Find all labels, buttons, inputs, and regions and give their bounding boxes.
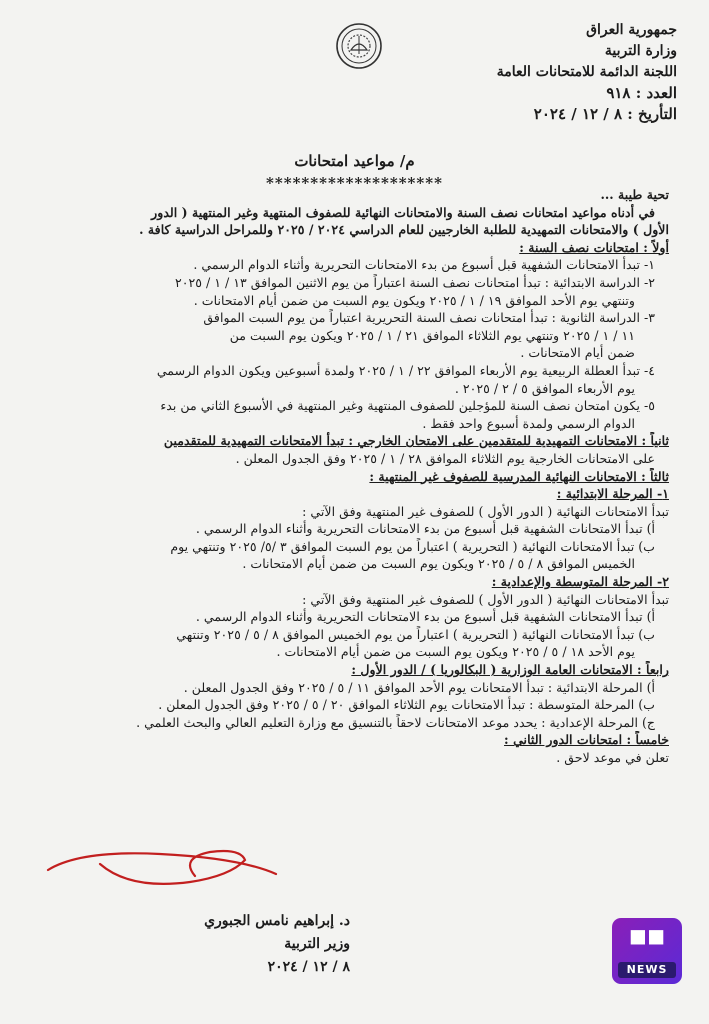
subsection-heading: ١- المرحلة الابتدائية : [556, 486, 669, 502]
section-heading: أولاً : امتحانات نصف السنة : [519, 239, 669, 255]
section-heading: خامساً : امتحانات الدور الثاني : [504, 732, 669, 748]
body-line: وتنتهي يوم الأحد الموافق ١٩ / ١ / ٢٠٢٥ ويكون يوم السبت من ضمن أيام الامتحانات . [193, 292, 635, 308]
body-line: أ) المرحلة الابتدائية : تبدأ الامتحانات يوم الأحد الموافق ١١ / ٥ / ٢٠٢٥ وفق الجدول المعلن . [183, 679, 655, 695]
body-line: ج) المرحلة الإعدادية : يحدد موعد الامتحانات لاحقاً بالتنسيق مع وزارة التعليم العالي والبحث العلمي . [136, 714, 655, 730]
letter-date: التأريخ : ٨ / ١٢ / ٢٠٢٤ [533, 105, 677, 123]
body-line: يوم الأحد ١٨ / ٥ / ٢٠٢٥ ويكون يوم السبت من ضمن أيام الامتحانات . [276, 644, 635, 660]
body-line: ضمن أيام الامتحانات . [520, 345, 635, 361]
subject-title: م/ مواعيد امتحانات [294, 152, 415, 170]
handwritten-signature [40, 830, 280, 900]
body-line: الخميس الموافق ٨ / ٥ / ٢٠٢٥ ويكون يوم السبت من ضمن أيام الامتحانات . [242, 556, 635, 572]
body-line: ١١ / ١ / ٢٠٢٥ وتنتهي يوم الثلاثاء الموافق ٢١ / ١ / ٢٠٢٥ ويكون يوم السبت من [229, 327, 635, 343]
body-line: تبدأ الامتحانات النهائية ( الدور الأول ) للصفوف غير المنتهية وفق الآتي : [302, 591, 669, 607]
logo-news-label: NEWS [618, 962, 676, 978]
body-line: أ) تبدأ الامتحانات الشفهية قبل أسبوع من بدء الامتحانات التحريرية وأثناء الدوام الرسمي . [195, 609, 655, 625]
signatory-name: د. إبراهيم نامس الجبوري [204, 913, 350, 929]
section-heading: ثالثاً : الامتحانات النهائية المدرسية للصفوف غير المنتهية : [369, 468, 669, 484]
ministry-seal-icon [335, 22, 383, 70]
letter-number: العدد : ٩١٨ [606, 84, 677, 102]
letterhead-country: جمهورية العراق [586, 22, 677, 38]
body-line: على الامتحانات الخارجية يوم الثلاثاء الموافق ٢٨ / ١ / ٢٠٢٥ وفق الجدول المعلن . [235, 450, 655, 466]
signatory [110, 910, 350, 979]
signature-date: ٨ / ١٢ / ٢٠٢٤ [267, 959, 350, 975]
body-line: ٢- الدراسة الابتدائية : تبدأ امتحانات نصف السنة اعتباراً من يوم الاثنين الموافق ١٣ / ١ / ٢٠٢٥ [174, 274, 655, 290]
body-line: في أدناه مواعيد امتحانات نصف السنة والامتحانات النهائية للصفوف المنتهية وغير المنتهية ( الدور [151, 204, 655, 220]
body-line: ١- تبدأ الامتحانات الشفهية قبل أسبوع من بدء الامتحانات التحريرية وأثناء الدوام الرسمي . [193, 257, 655, 273]
letterhead-committee: اللجنة الدائمة للامتحانات العامة [496, 64, 677, 80]
body-line: ب) المرحلة المتوسطة : تبدأ الامتحانات يوم الثلاثاء الموافق ٢٠ / ٥ / ٢٠٢٥ وفق الجدول المعلن . [158, 697, 655, 713]
body-line: أ) تبدأ الامتحانات الشفهية قبل أسبوع من بدء الامتحانات التحريرية وأثناء الدوام الرسمي . [195, 521, 655, 537]
signatory-title: وزير التربية [284, 936, 350, 952]
letterhead [437, 20, 677, 125]
body-line: تبدأ الامتحانات النهائية ( الدور الأول ) للصفوف غير المنتهية وفق الآتي : [302, 503, 669, 519]
section-heading: ثانياً : الامتحانات التمهيدية للمتقدمين على الامتحان الخارجي : تبدأ الامتحانات التمهيدية للمتقدمين [163, 433, 669, 449]
body-line: تحية طيبة ... [600, 187, 669, 202]
subject-stars: ******************** [266, 174, 443, 192]
letter-body [32, 186, 669, 767]
body-line: ب) تبدأ الامتحانات النهائية ( التحريرية ) اعتباراً من يوم السبت الموافق ٣ /٥/ ٢٠٢٥ وتنتهي يوم [170, 538, 655, 554]
body-line: الأول ) والامتحانات التمهيدية للطلبة الخارجيين للعام الدراسي ٢٠٢٤ / ٢٠٢٥ وللمراحل الدراسية كافة . [139, 222, 669, 238]
letterhead-ministry: وزارة التربية [604, 43, 677, 59]
body-line: ٤- تبدأ العطلة الربيعية يوم الأربعاء الموافق ٢٢ / ١ / ٢٠٢٥ ولمدة أسبوعين ويكون الدوام الرسمي [156, 362, 655, 378]
section-heading: رابعاً : الامتحانات العامة الوزارية ( البكالوريا ) / الدور الأول : [351, 662, 669, 678]
body-line: يوم الأربعاء الموافق ٥ / ٢ / ٢٠٢٥ . [454, 380, 635, 396]
body-line: ب) تبدأ الامتحانات النهائية ( التحريرية ) اعتباراً من يوم الخميس الموافق ٨ / ٥ / ٢٠٢٥ وتنتهي [176, 626, 655, 642]
body-line: ٥- يكون امتحان نصف السنة للمؤجلين للصفوف المنتهية وغير المنتهية في الأسبوع الثاني من بدء [160, 398, 655, 414]
body-line: الدوام الرسمي ولمدة أسبوع واحد فقط . [422, 415, 635, 431]
subsection-heading: ٢- المرحلة المتوسطة والإعدادية : [491, 574, 669, 590]
body-line: تعلن في موعد لاحق . [556, 750, 669, 765]
news-logo [612, 918, 682, 984]
body-line: ٣- الدراسة الثانوية : تبدأ امتحانات نصف السنة التحريرية اعتباراً من يوم السبت الموافق [203, 310, 655, 326]
logo-mark: ◼◼ [628, 924, 666, 949]
